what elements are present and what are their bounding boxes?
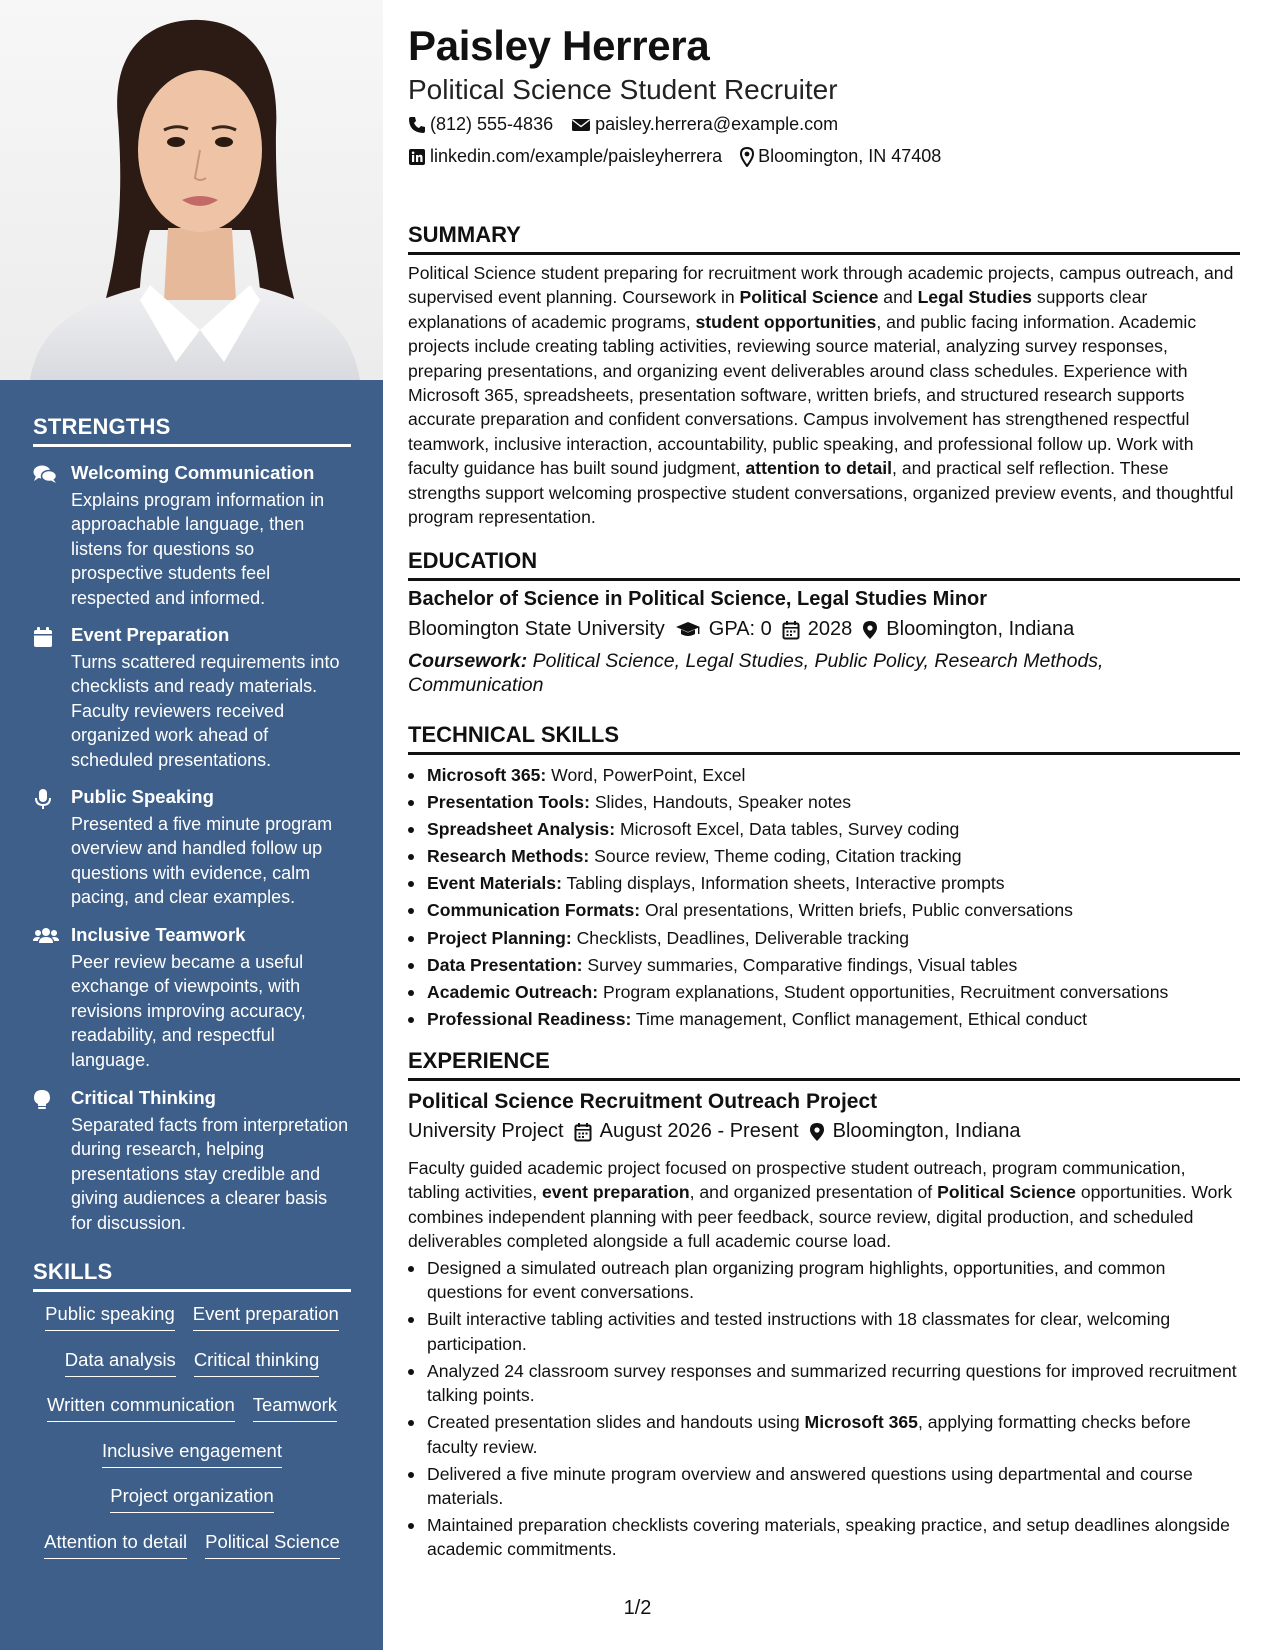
skills-heading: SKILLS [33, 1259, 351, 1292]
job-description-segment: opportunities. Work combines independent planning with peer feedback, source review, digital production, and scheduled deliverables completed alongside a full academic course load. [408, 1182, 1233, 1252]
skill-values: Tabling displays, Information sheets, Interactive prompts [561, 873, 1005, 894]
skill-tag: Event preparation [193, 1300, 339, 1331]
skill-tag: Critical thinking [194, 1346, 319, 1377]
calendar-icon [574, 1122, 592, 1142]
strength-description: Separated facts from interpretation during research, helping presentations stay credible and giving audiences a clearer basis for discussion. [71, 1115, 349, 1233]
skill-tag: Written communication [47, 1391, 235, 1422]
bullet-text-segment: Built interactive tabling activities and tested instructions with 18 classmates for clear, welcoming participation. [427, 1309, 1171, 1354]
school-location-text: Bloomington, Indiana [886, 618, 1075, 640]
school-text: Bloomington State University [408, 618, 665, 640]
map-pin-icon [740, 147, 754, 167]
bullet-text-segment: Delivered a five minute program overview and answered questions using departmental and course materials. [427, 1463, 1193, 1509]
job-title: Political Science Recruitment Outreach Project [408, 1090, 878, 1113]
strength-description: Explains program information in approachable language, then listens for questions so prospective students feel respected and informed. [71, 490, 325, 608]
job-location-text: Bloomington, Indiana [832, 1120, 1021, 1142]
degree-title: Bachelor of Science in Political Science, Legal Studies Minor [408, 588, 988, 610]
job-description-segment: , and organized presentation of [689, 1182, 938, 1203]
strength-title: Public Speaking [71, 786, 214, 807]
skill-label: Academic Outreach: [427, 981, 599, 1002]
job-bullets [408, 1256, 1240, 1564]
page-number: 1/2 [623, 1597, 652, 1619]
summary-text-segment: , and public facing information. Academic projects include creating tabling activities, reviewing source material, analyzing survey responses, preparing presentations, and organizing event deliverables around class schedules. Experience with Microsoft 365, spreadsheets, presentation software, written briefs, and structured research supports accurate preparation and confident conversations. Campus involvement has strengthened respectful teamwork, inclusive interaction, accountability, public speaking, and professional follow up. Work with faculty guidance has built sound judgment, [408, 311, 1197, 479]
skill-tag: Project organization [110, 1482, 274, 1513]
skills-row [33, 1528, 351, 1574]
skill-values: Program explanations, Student opportunities, Recruitment conversations [598, 981, 1169, 1002]
phone-contact [408, 114, 553, 135]
gpa-item [675, 618, 772, 641]
skill-label: Event Materials: [427, 873, 562, 894]
skill-values: Slides, Handouts, Speaker notes [589, 792, 852, 813]
list-item [408, 1513, 1240, 1562]
bullet-text-segment: Analyzed 24 classroom survey responses and summarized recurring questions for improved recruitment talking points. [427, 1360, 1237, 1406]
bullet-text-segment: Designed a simulated outreach plan organizing program highlights, opportunities, and common questions for event conversations. [427, 1258, 1166, 1303]
skill-label: Spreadsheet Analysis: [427, 819, 616, 840]
education-heading: EDUCATION [408, 548, 1240, 581]
skills-list [33, 1300, 351, 1573]
experience-heading: EXPERIENCE [408, 1048, 1240, 1081]
list-item [408, 1007, 1240, 1034]
list-item [408, 763, 1240, 790]
skills-row [33, 1391, 351, 1437]
sidebar [0, 0, 383, 1650]
list-item [408, 790, 1240, 817]
summary-text-emphasis: Legal Studies [917, 287, 1032, 308]
skill-label: Microsoft 365: [427, 765, 547, 785]
list-item [408, 953, 1240, 980]
email-link[interactable]: paisley.herrera@example.com [595, 114, 839, 134]
coursework-label: Coursework: [408, 650, 528, 672]
skills-row [33, 1437, 351, 1483]
technical-skills-list [408, 763, 1240, 1034]
map-pin-icon [809, 1122, 825, 1142]
skill-values: Oral presentations, Written briefs, Public conversations [640, 900, 1073, 921]
summary-heading: SUMMARY [408, 222, 1240, 255]
grad-year-text: 2028 [807, 618, 853, 640]
profile-photo [0, 0, 383, 380]
strength-title: Inclusive Teamwork [71, 924, 246, 945]
strength-description: Turns scattered requirements into checklists and ready materials. Faculty reviewers received organized work ahead of scheduled presentations. [71, 652, 340, 770]
location-contact [740, 146, 941, 167]
skill-label: Project Planning: [427, 927, 572, 948]
bullet-text-segment: , applying formatting checks before faculty review. [427, 1412, 1191, 1457]
phone-text: (812) 555-4836 [430, 114, 554, 134]
summary-text [408, 261, 1240, 529]
skill-values: Checklists, Deadlines, Deliverable tracking [571, 927, 910, 948]
email-contact[interactable] [571, 114, 838, 135]
list-item [408, 871, 1240, 898]
list-item [408, 1256, 1240, 1305]
candidate-role: Political Science Student Recruiter [408, 74, 838, 105]
strength-title: Event Preparation [71, 624, 230, 645]
list-item [408, 926, 1240, 953]
list-item [408, 980, 1240, 1007]
contact-row [408, 114, 856, 135]
job-description [408, 1156, 1240, 1254]
coursework [408, 649, 1168, 698]
bullet-text-emphasis: Microsoft 365 [804, 1412, 918, 1433]
strength-title: Welcoming Communication [71, 462, 315, 483]
skills-row [33, 1482, 351, 1528]
school-name [408, 618, 665, 641]
lightbulb-icon [33, 1089, 57, 1111]
strengths-heading: STRENGTHS [33, 414, 351, 447]
summary-text-emphasis: student opportunities [695, 311, 877, 332]
skill-tag: Public speaking [45, 1300, 175, 1331]
envelope-icon [571, 117, 591, 133]
portrait-photo-icon [0, 0, 383, 380]
summary-text-segment: Political Science student preparing for recruitment work through academic projects, campus outreach, and supervised event planning. Coursework in [408, 263, 1234, 308]
job-location-item [809, 1120, 1021, 1143]
microphone-icon [33, 788, 57, 810]
strength-title: Critical Thinking [71, 1087, 216, 1108]
strength-description: Presented a five minute program overview and handled follow up questions with evidence, calm pacing, and clear examples. [71, 814, 333, 908]
skill-label: Data Presentation: [427, 954, 583, 975]
candidate-name: Paisley Herrera [408, 22, 710, 69]
grad-year-item [782, 618, 853, 641]
comments-icon [33, 464, 57, 486]
skills-row [33, 1300, 351, 1346]
job-description-emphasis: Political Science [937, 1182, 1076, 1203]
linkedin-icon [408, 148, 426, 166]
skill-tag: Teamwork [253, 1391, 337, 1422]
education-meta [408, 618, 1084, 641]
list-item [408, 1359, 1240, 1408]
skill-values: Survey summaries, Comparative findings, Visual tables [582, 954, 1018, 975]
list-item [408, 844, 1240, 871]
skill-label: Professional Readiness: [427, 1008, 632, 1029]
skill-label: Presentation Tools: [427, 792, 590, 813]
organization-text: University Project [408, 1120, 564, 1142]
skill-tag: Inclusive engagement [102, 1437, 282, 1468]
map-pin-icon [862, 620, 878, 640]
list-item [408, 1462, 1240, 1511]
job-meta [408, 1120, 1031, 1143]
skill-values: Word, PowerPoint, Excel [546, 765, 746, 785]
strength-description: Peer review became a useful exchange of viewpoints, with revisions improving accuracy, readability, and respectful language. [71, 952, 306, 1070]
list-item [408, 1307, 1240, 1356]
job-dates-text: August 2026 - Present [599, 1120, 799, 1142]
job-dates-item [574, 1120, 799, 1143]
job-description-segment: Faculty guided academic project focused on prospective student outreach, program communication, tabling activities, [408, 1158, 1186, 1203]
summary-text-segment: supports clear explanations of academic programs, [408, 287, 1148, 332]
skill-tag: Data analysis [65, 1346, 176, 1377]
bullet-text-segment: Created presentation slides and handouts using [427, 1412, 805, 1433]
list-item [408, 898, 1240, 925]
summary-text-segment: and [878, 287, 918, 308]
skill-label: Communication Formats: [427, 900, 641, 921]
gpa-text: GPA: 0 [708, 618, 772, 640]
list-item [408, 817, 1240, 844]
graduation-cap-icon [675, 621, 701, 639]
school-location-item [862, 618, 1074, 641]
organization [408, 1120, 564, 1143]
skills-row [33, 1346, 351, 1392]
summary-text-segment: , and practical self reflection. These strengths support welcoming prospective student conversations, organized preview events, and thoughtful program representation. [408, 458, 1234, 528]
users-icon [33, 926, 57, 948]
location-text: Bloomington, IN 47408 [758, 146, 942, 166]
skill-label: Research Methods: [427, 846, 590, 867]
skill-values: Microsoft Excel, Data tables, Survey coding [615, 819, 960, 840]
skill-tag: Political Science [205, 1528, 340, 1559]
technical-skills-heading: TECHNICAL SKILLS [408, 722, 1240, 755]
summary-text-emphasis: attention to detail [745, 458, 893, 479]
contact-row [408, 146, 959, 167]
calendar-icon [33, 626, 57, 648]
phone-icon [408, 116, 426, 134]
skill-values: Source review, Theme coding, Citation tracking [589, 846, 962, 867]
list-item [408, 1410, 1240, 1459]
coursework-text: Political Science, Legal Studies, Public Policy, Research Methods, Communication [408, 650, 1104, 697]
calendar-icon [782, 620, 800, 640]
skill-values: Time management, Conflict management, Ethical conduct [631, 1008, 1088, 1029]
job-description-emphasis: event preparation [541, 1182, 690, 1203]
summary-text-emphasis: Political Science [739, 287, 879, 308]
linkedin-contact[interactable] [408, 146, 722, 167]
skill-tag: Attention to detail [44, 1528, 187, 1559]
linkedin-link[interactable]: linkedin.com/example/paisleyherrera [430, 146, 723, 166]
bullet-text-segment: Maintained preparation checklists covering materials, speaking practice, and setup deadlines alongside academic commitments. [427, 1515, 1230, 1560]
